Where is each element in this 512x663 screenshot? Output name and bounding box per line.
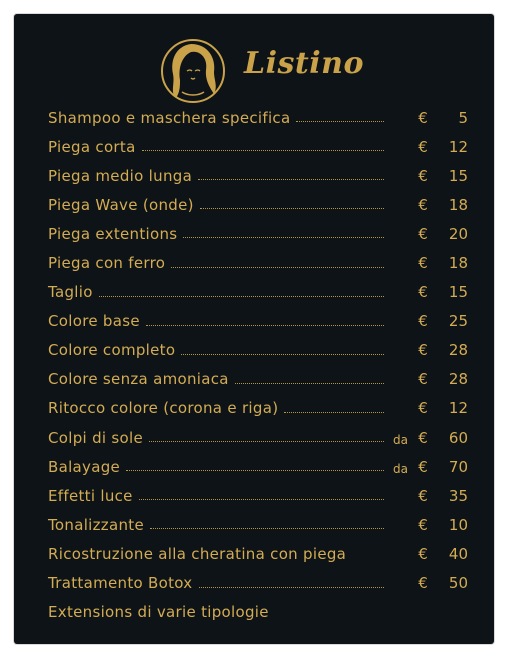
item-price: 40 [448,544,468,563]
dot-leader [183,237,384,238]
currency-symbol: € [418,428,428,447]
item-price: 12 [448,137,468,156]
dot-leader [284,412,384,413]
currency-symbol: € [418,254,428,273]
item-name: Effetti luce [48,486,133,505]
item-name: Piega Wave (onde) [48,195,194,214]
list-item [48,394,468,423]
dot-leader [126,470,384,471]
dot-leader [142,150,384,151]
item-price: 50 [448,574,468,593]
list-item [48,539,468,568]
list-item [48,423,468,452]
dot-leader [352,557,384,558]
list-item [48,336,468,365]
item-price: 20 [448,224,468,243]
price-list-card [14,14,494,644]
item-price: 12 [448,399,468,418]
item-price: 28 [448,341,468,360]
item-price: 10 [448,515,468,534]
item-name: Extensions di varie tipologie [48,603,269,622]
dot-leader [235,383,384,384]
currency-symbol: € [418,515,428,534]
item-name: Colore base [48,312,140,331]
item-price: 18 [448,254,468,273]
currency-symbol: € [418,486,428,505]
list-item [48,190,468,219]
currency-symbol: € [418,166,428,185]
item-name: Piega extentions [48,224,178,243]
currency-symbol: € [418,574,428,593]
item-price: 15 [448,283,468,302]
woman-face-silhouette-icon [158,36,228,106]
currency-symbol: € [418,370,428,389]
item-price: 18 [448,195,468,214]
dot-leader [296,121,384,122]
item-price: 15 [448,166,468,185]
item-name: Colpi di sole [48,428,144,447]
item-name: Shampoo e maschera specifica [48,108,291,127]
item-price: 25 [448,312,468,331]
list-item [48,103,468,132]
item-name: Piega medio lunga [48,166,193,185]
list-item [48,219,468,248]
currency-symbol: € [418,195,428,214]
list-item [48,569,468,598]
price-list [48,103,468,627]
price-prefix: da [393,432,408,447]
list-item [48,365,468,394]
list-item [48,510,468,539]
dot-leader [149,441,384,442]
dot-leader [171,267,384,268]
logo-title: Listino [244,46,364,81]
list-item [48,161,468,190]
list-item [48,278,468,307]
item-name: Tonalizzante [48,515,144,534]
item-name: Piega con ferro [48,254,166,273]
list-item [48,598,468,627]
dot-leader [99,296,384,297]
item-name: Balayage [48,457,121,476]
item-name: Ritocco colore (corona e riga) [48,399,279,418]
currency-symbol: € [418,399,428,418]
price-prefix: da [393,461,408,476]
item-name: Colore senza amoniaca [48,370,229,389]
item-name: Taglio [48,283,93,302]
list-item [48,452,468,481]
currency-symbol: € [418,224,428,243]
dot-leader [146,325,384,326]
logo [158,36,364,106]
dot-leader [200,208,384,209]
list-item [48,481,468,510]
list-item [48,248,468,277]
item-name: Trattamento Botox [48,574,193,593]
item-name: Piega corta [48,137,136,156]
dot-leader [150,528,384,529]
currency-symbol: € [418,108,428,127]
currency-symbol: € [418,312,428,331]
item-price: 5 [458,108,468,127]
currency-symbol: € [418,137,428,156]
item-name: Ricostruzione alla cheratina con piega [48,544,347,563]
item-price: 70 [448,457,468,476]
currency-symbol: € [418,457,428,476]
currency-symbol: € [418,341,428,360]
item-price: 28 [448,370,468,389]
item-price: 35 [448,486,468,505]
item-price: 60 [448,428,468,447]
currency-symbol: € [418,544,428,563]
dot-leader [181,354,384,355]
dot-leader [139,499,384,500]
item-name: Colore completo [48,341,176,360]
list-item [48,132,468,161]
dot-leader [198,179,384,180]
list-item [48,307,468,336]
currency-symbol: € [418,283,428,302]
dot-leader [199,587,385,588]
